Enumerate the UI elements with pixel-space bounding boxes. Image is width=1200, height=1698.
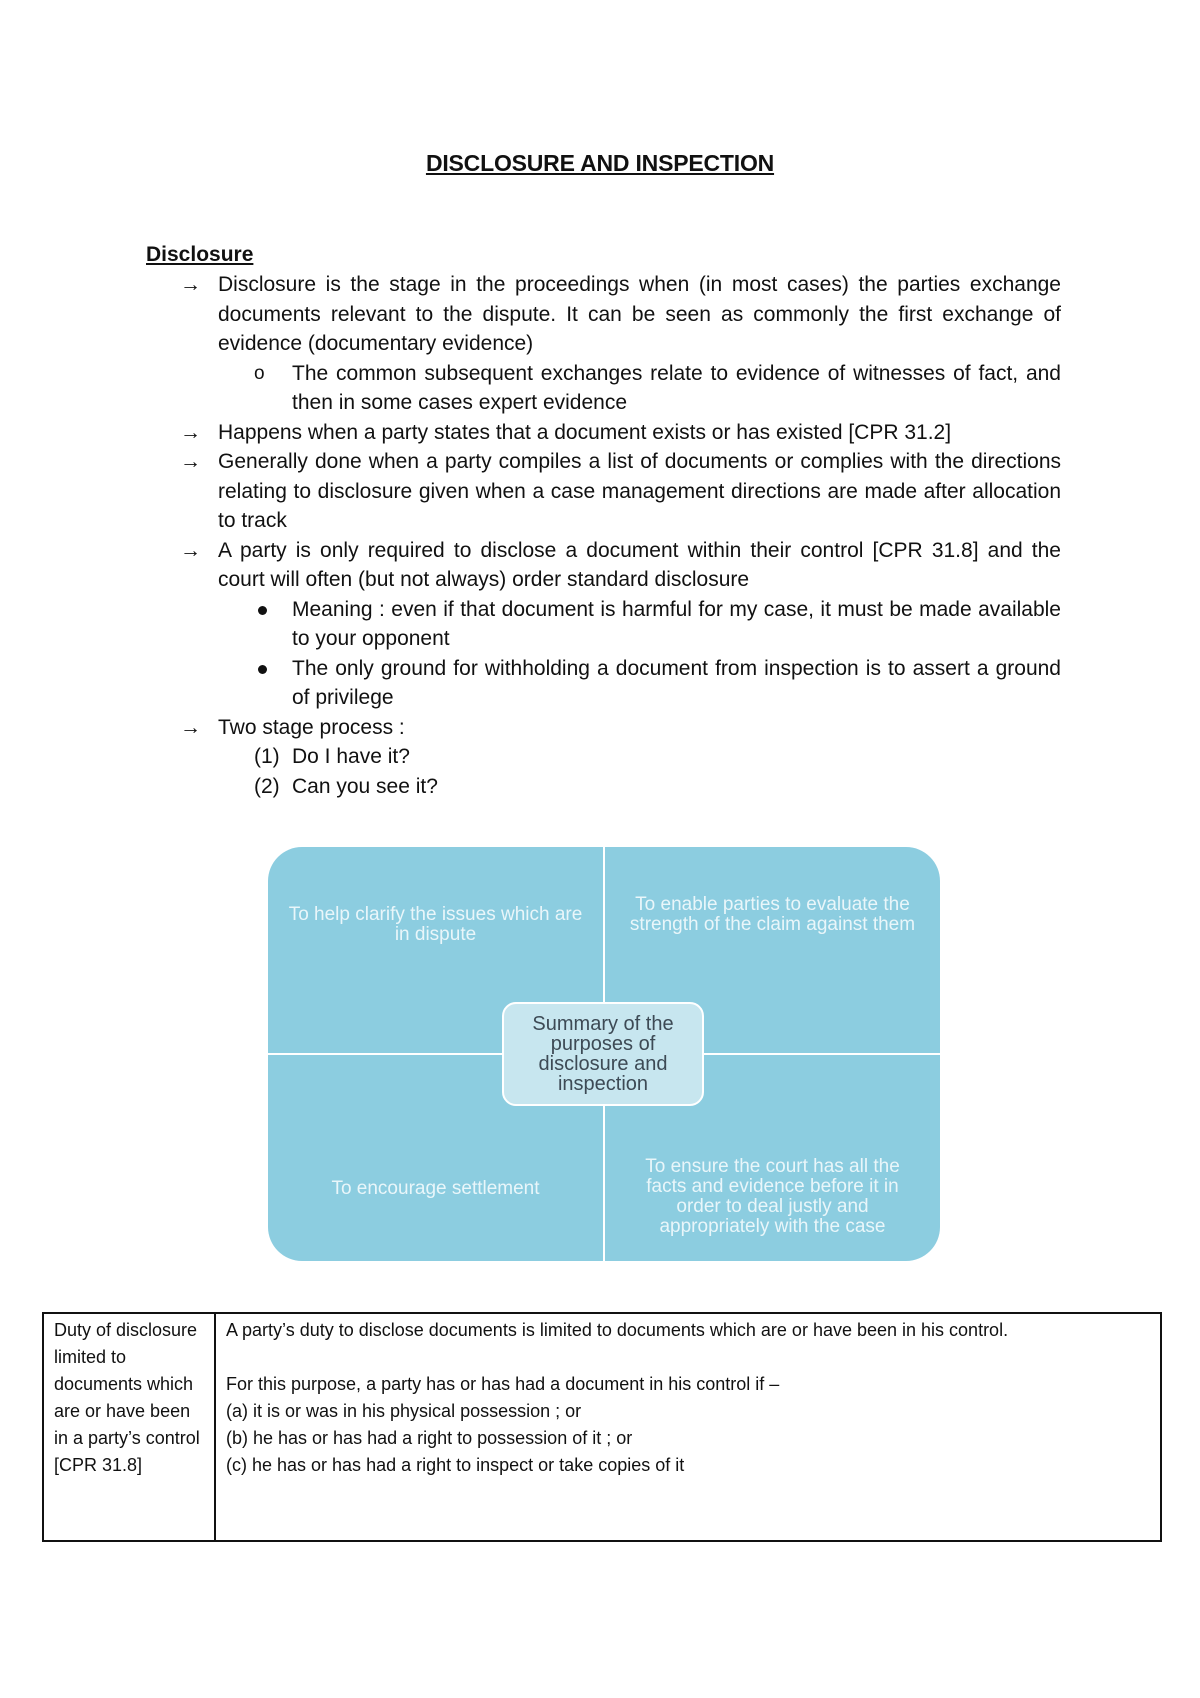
- diagram-quadrant-bottom-left: To encourage settlement: [268, 1055, 603, 1261]
- section-heading: Disclosure: [146, 243, 254, 266]
- list-item: (2) Can you see it?: [146, 772, 1061, 802]
- arrow-icon: →: [180, 450, 201, 473]
- list-item: o The common subsequent exchanges relate to evidence of witnesses of fact, and then in some cases expert evidence: [146, 359, 1061, 418]
- list-item: → Generally done when a party compiles a list of documents or complies with the directions relating to disclosure given when a case management directions are made after allocation to track: [146, 447, 1061, 536]
- table-line: (a) it is or was in his physical possession ; or: [226, 1401, 582, 1421]
- bullet-icon: [258, 665, 267, 674]
- table-label-cell: Duty of disclosure limited to documents which are or have been in a party’s control [CPR 31.8]: [43, 1313, 215, 1541]
- table-line: (b) he has or has had a right to possession of it ; or: [226, 1428, 633, 1448]
- diagram-quadrant-top-left: To help clarify the issues which are in dispute: [268, 847, 603, 1053]
- table-line: (c) he has or has had a right to inspect or take copies of it: [226, 1455, 685, 1475]
- purposes-diagram: [268, 847, 940, 1261]
- circle-bullet-icon: o: [254, 362, 265, 384]
- list-item: → Two stage process :: [146, 713, 1061, 743]
- diagram-quadrant-bottom-right: To ensure the court has all the facts and evidence before it in order to deal justly and appropriately with the case: [605, 1055, 940, 1261]
- list-item: (1) Do I have it?: [146, 742, 1061, 772]
- table-line: For this purpose, a party has or has had a document in his control if –: [226, 1374, 780, 1394]
- arrow-icon: →: [180, 715, 201, 739]
- arrow-icon: →: [180, 273, 201, 296]
- list-number: (1): [254, 745, 280, 768]
- table-row: [43, 1313, 1161, 1541]
- list-number: (2): [254, 774, 280, 798]
- list-item: → Happens when a party states that a document exists or has existed [CPR 31.2]: [146, 418, 1061, 448]
- table-spacer: [226, 1344, 1150, 1371]
- duty-table: [42, 1312, 1162, 1542]
- arrow-icon: →: [180, 538, 201, 562]
- table-content-cell: [215, 1313, 1161, 1541]
- disclosure-list: [146, 270, 1061, 801]
- table-line: A party’s duty to disclose documents is limited to documents which are or have been in his control.: [226, 1320, 1009, 1340]
- arrow-icon: →: [180, 420, 201, 444]
- list-item: Meaning : even if that document is harmful for my case, it must be made available to your opponent: [146, 595, 1061, 654]
- diagram-quadrant-top-right: To enable parties to evaluate the strength of the claim against them: [605, 847, 940, 1053]
- list-item: → Disclosure is the stage in the proceedings when (in most cases) the parties exchange documents relevant to the dispute. It can be seen as commonly the first exchange of evidence (documentary evidence): [146, 270, 1061, 359]
- list-item: The only ground for withholding a document from inspection is to assert a ground of privilege: [146, 654, 1061, 713]
- page-title: DISCLOSURE AND INSPECTION: [425, 150, 775, 176]
- diagram-center-box: Summary of the purposes of disclosure and inspection: [502, 1002, 704, 1106]
- list-item: → A party is only required to disclose a document within their control [CPR 31.8] and the court will often (but not always) order standard disclosure: [146, 536, 1061, 595]
- bullet-icon: [258, 606, 267, 615]
